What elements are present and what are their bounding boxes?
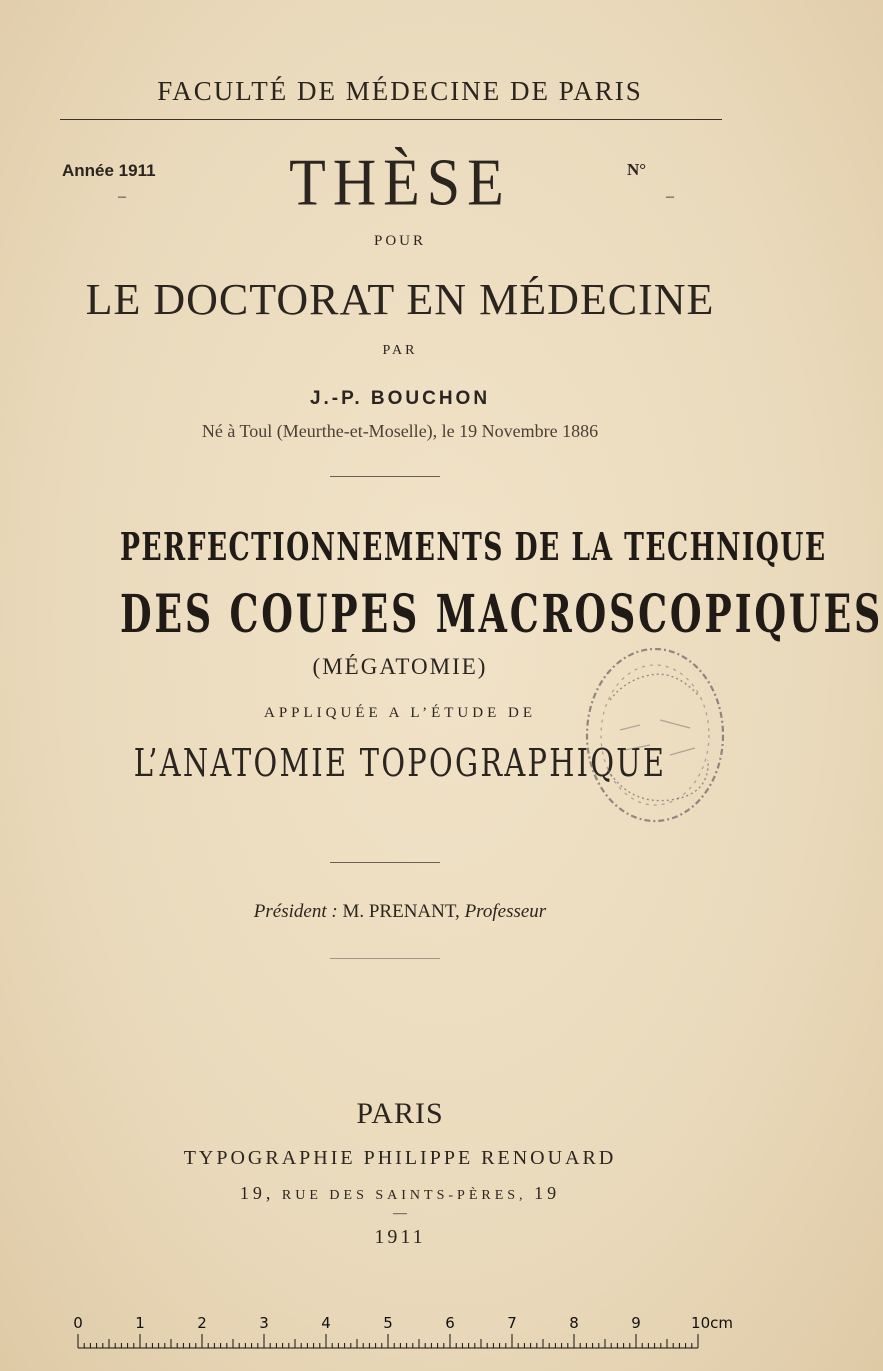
thesis-heading: THÈSE xyxy=(289,144,511,219)
address-number-2: 19 xyxy=(534,1183,561,1203)
year-label: Année 1911 xyxy=(62,161,156,180)
president-name: M. PRENANT, xyxy=(342,901,460,922)
pour-label: POUR xyxy=(373,233,426,249)
president-title: Professeur xyxy=(464,901,547,922)
number-dash: – xyxy=(666,188,674,205)
separator-rule-2 xyxy=(330,862,440,863)
thesis-title-line5: L’ANATOMIE TOPOGRAPHIQUE xyxy=(133,741,667,785)
address-street: RUE DES SAINTS-PÈRES, xyxy=(281,1188,527,1203)
publisher-name: TYPOGRAPHIE PHILIPPE RENOUARD xyxy=(183,1147,617,1169)
president-label: Président : xyxy=(253,901,338,922)
publisher-address xyxy=(0,1183,800,1204)
ruler-label: 1 xyxy=(135,1314,145,1332)
ruler-label: 10cm xyxy=(691,1314,733,1332)
ruler-label: 5 xyxy=(383,1314,393,1332)
number-label: N° xyxy=(627,160,647,179)
faint-rule xyxy=(330,958,440,959)
scale-ruler xyxy=(70,1314,733,1354)
author-name: J.-P. BOUCHON xyxy=(309,388,491,409)
top-rule xyxy=(60,119,722,120)
address-number: 19, xyxy=(239,1183,275,1203)
ruler-label: 8 xyxy=(569,1314,579,1332)
ruler-label: 3 xyxy=(259,1314,269,1332)
thesis-title-line3: (MÉGATOMIE) xyxy=(312,654,488,679)
ruler-label: 6 xyxy=(445,1314,455,1332)
president-line xyxy=(0,901,800,923)
separator-rule xyxy=(330,476,440,477)
ruler-label: 0 xyxy=(73,1314,83,1332)
ruler-ticks xyxy=(70,1314,730,1354)
year-dash-rule: — xyxy=(393,1206,407,1221)
ruler-label: 2 xyxy=(197,1314,207,1332)
ruler-label: 9 xyxy=(631,1314,641,1332)
par-label: PAR xyxy=(382,343,418,358)
faculty-heading: FACULTÉ DE MÉDECINE DE PARIS xyxy=(157,76,643,106)
author-birth: Né à Toul (Meurthe-et-Moselle), le 19 Novembre 1886 xyxy=(201,421,599,441)
thesis-title-line4: APPLIQUÉE A L’ÉTUDE DE xyxy=(263,705,537,721)
year-dash: – xyxy=(118,188,126,205)
degree-title: LE DOCTORAT EN MÉDECINE xyxy=(85,275,715,324)
publication-year: 1911 xyxy=(374,1226,426,1248)
ruler-label: 4 xyxy=(321,1314,331,1332)
thesis-title-line1: PERFECTIONNEMENTS DE LA TECHNIQUE xyxy=(120,524,827,569)
library-stamp xyxy=(580,640,730,830)
ruler-label: 7 xyxy=(507,1314,517,1332)
publisher-city: PARIS xyxy=(356,1097,444,1130)
thesis-title-line2: DES COUPES MACROSCOPIQUES xyxy=(120,584,883,645)
